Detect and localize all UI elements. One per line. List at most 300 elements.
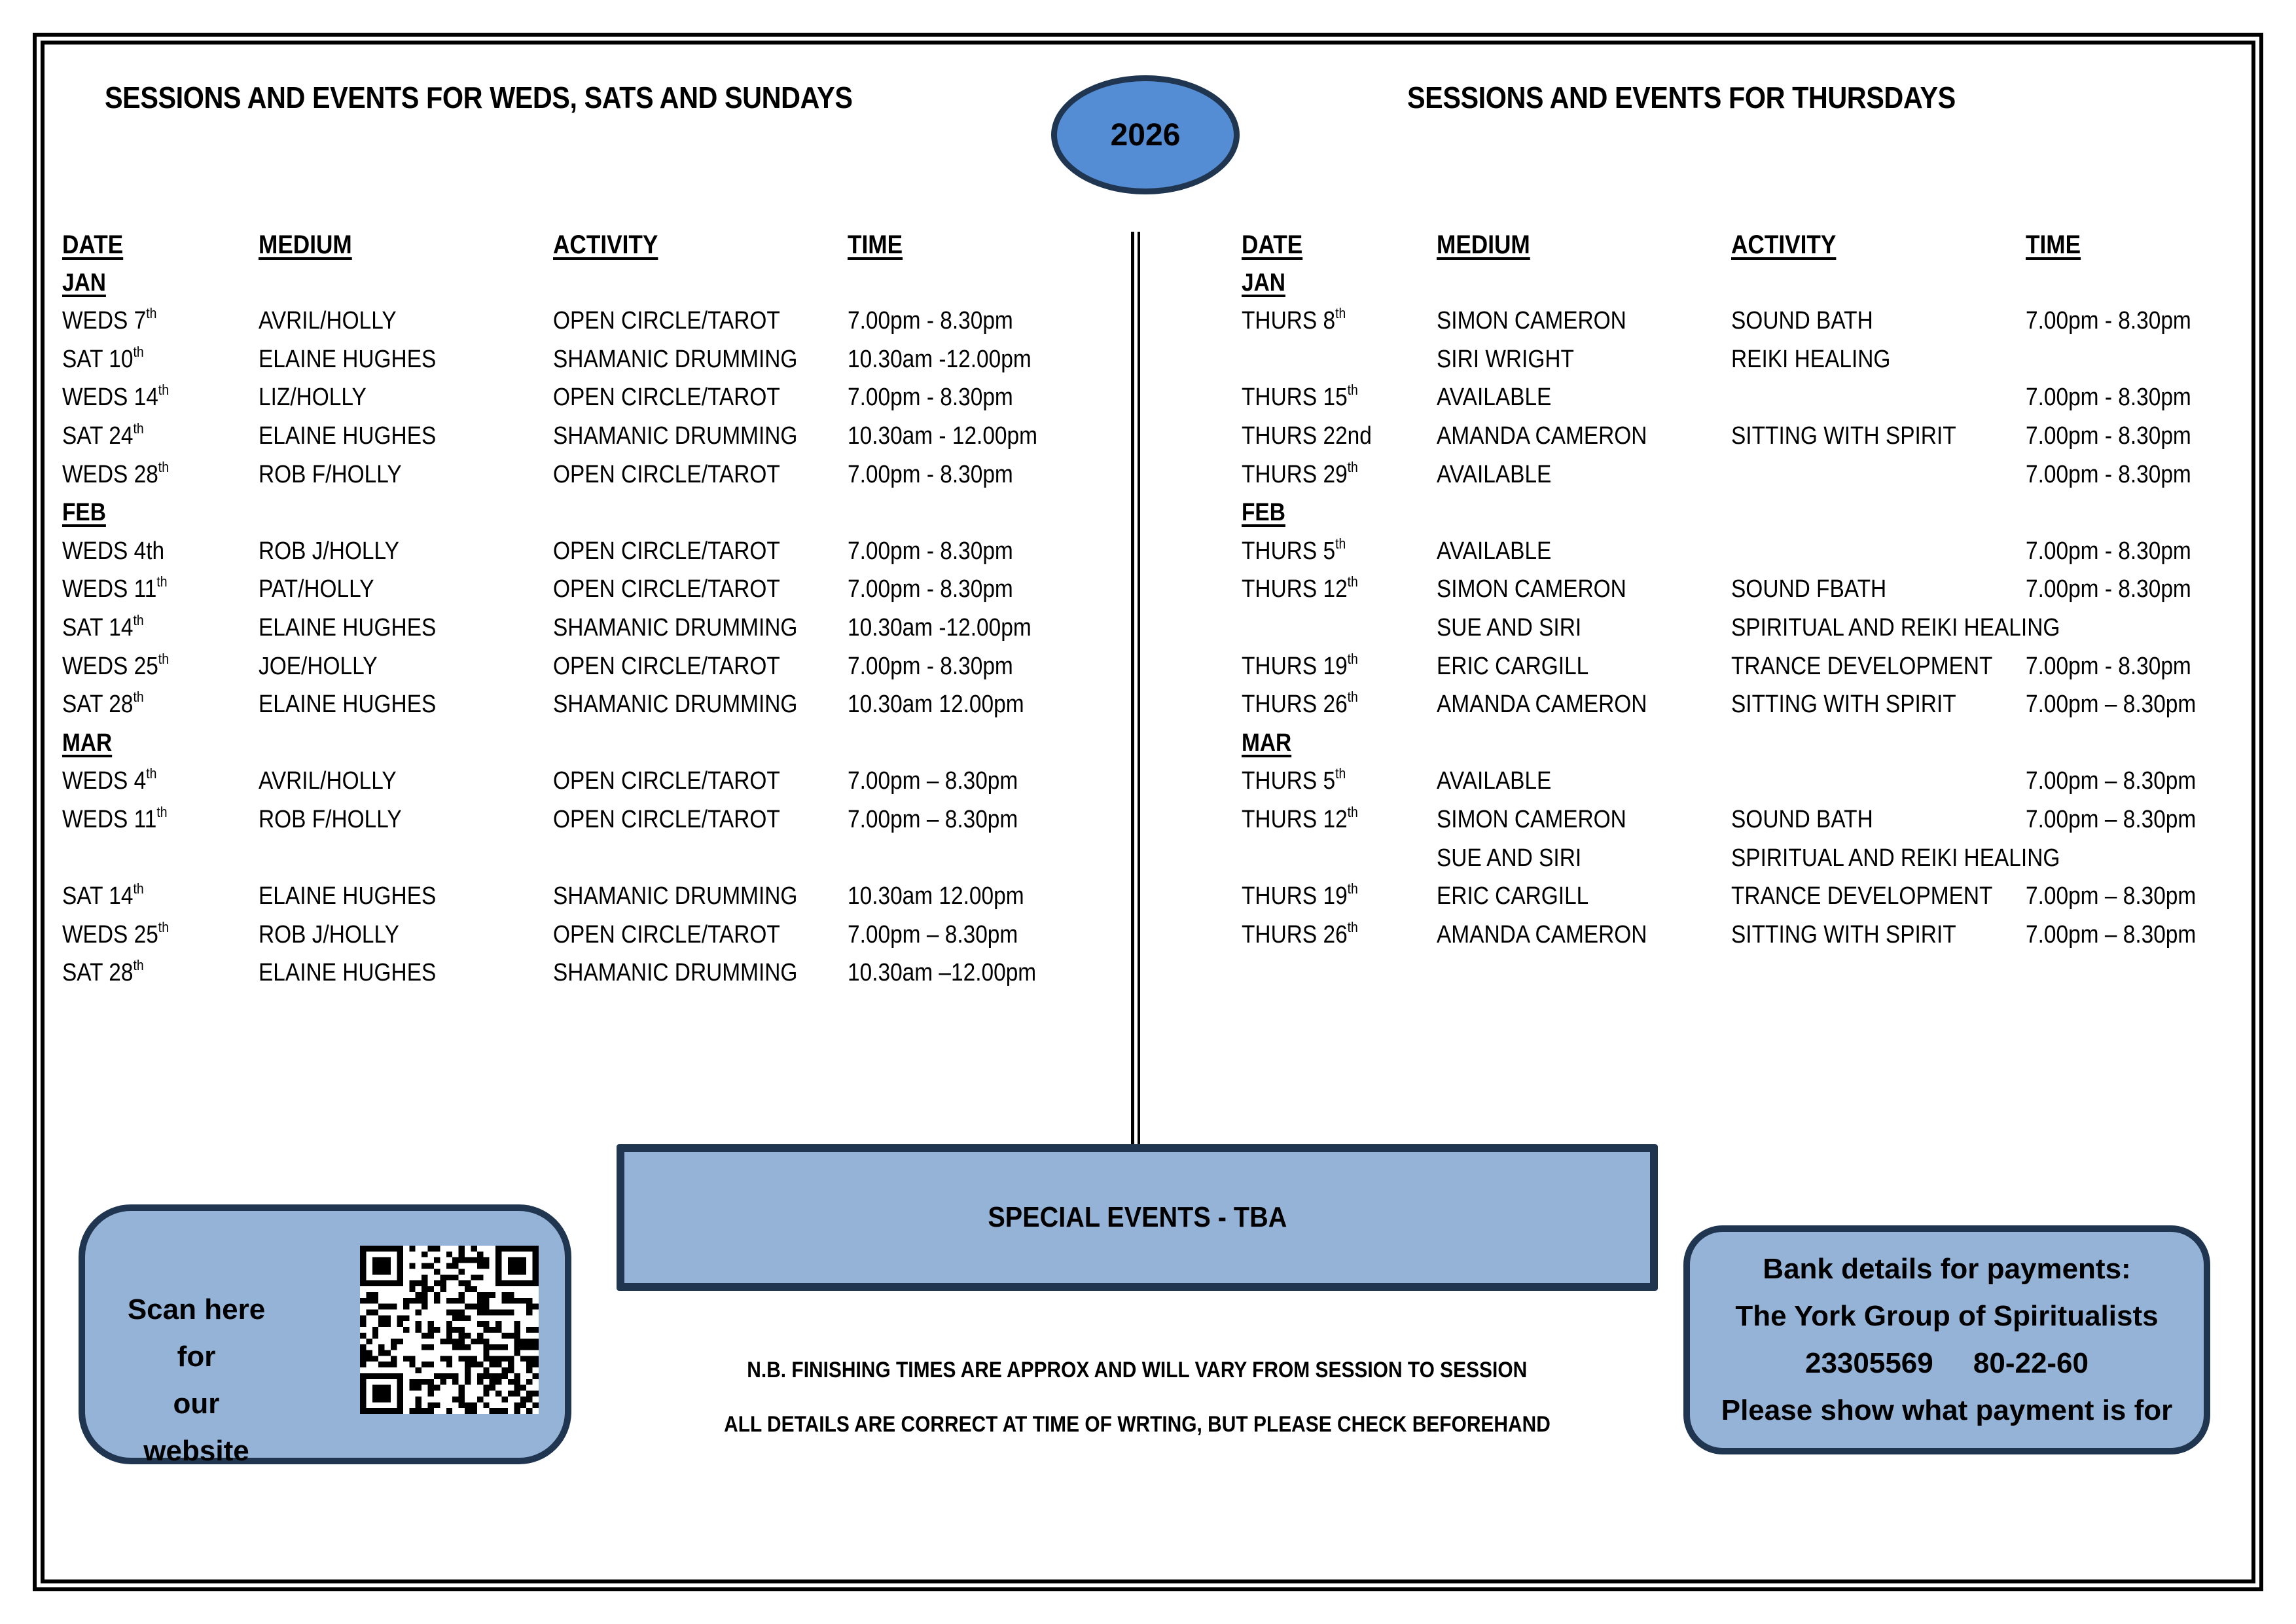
qr-module — [533, 1327, 539, 1333]
session-day: THURS 26 — [1242, 691, 1348, 719]
qr-module — [477, 1309, 483, 1315]
session-activity: OPEN CIRCLE/TAROT — [553, 537, 780, 565]
qr-module — [514, 1373, 520, 1379]
ordinal-suffix: th — [1347, 573, 1358, 590]
qr-module — [526, 1309, 532, 1315]
qr-module — [378, 1391, 384, 1397]
qr-module — [533, 1269, 539, 1274]
session-time: 7.00pm - 8.30pm — [2026, 307, 2191, 335]
session-medium: PAT/HOLLY — [259, 575, 374, 604]
session-medium: ELAINE HUGHES — [259, 345, 437, 373]
session-date — [62, 611, 144, 642]
session-date — [1242, 537, 1346, 566]
ordinal-suffix: th — [156, 803, 168, 820]
session-activity: OPEN CIRCLE/TAROT — [553, 575, 780, 604]
session-date — [1242, 384, 1358, 412]
session-time: 7.00pm - 8.30pm — [2026, 422, 2191, 450]
qr-module — [477, 1339, 483, 1344]
qr-module — [446, 1373, 452, 1379]
month-label: JAN — [62, 268, 106, 297]
session-time: 7.00pm - 8.30pm — [2026, 575, 2191, 604]
qr-module — [385, 1246, 391, 1252]
qr-module — [502, 1292, 508, 1298]
qr-caption-line-1: Scan here for — [127, 1293, 266, 1373]
qr-module — [422, 1344, 427, 1350]
qr-module — [533, 1274, 539, 1280]
session-activity: OPEN CIRCLE/TAROT — [553, 767, 780, 795]
special-events-box — [617, 1144, 1658, 1291]
qr-module — [495, 1344, 501, 1350]
qr-module — [385, 1321, 391, 1327]
ordinal-suffix: th — [1347, 650, 1358, 667]
qr-module — [465, 1280, 471, 1286]
qr-module — [490, 1292, 495, 1298]
qr-module — [526, 1304, 532, 1310]
qr-module — [372, 1280, 378, 1286]
qr-module — [360, 1274, 366, 1280]
ordinal-suffix: th — [133, 689, 144, 706]
ordinal-suffix: th — [133, 611, 144, 628]
qr-module — [422, 1362, 427, 1367]
qr-module — [366, 1408, 372, 1414]
qr-module — [416, 1402, 422, 1408]
qr-module — [422, 1304, 427, 1310]
session-time: 7.00pm – 8.30pm — [2026, 767, 2197, 795]
qr-module — [422, 1286, 427, 1292]
qr-module — [397, 1280, 403, 1286]
qr-module — [397, 1402, 403, 1408]
session-time: 10.30am -12.00pm — [848, 613, 1031, 641]
note-details-correct — [617, 1412, 1658, 1437]
column-header-time: TIME — [848, 230, 903, 259]
session-medium: SUE AND SIRI — [1437, 844, 1582, 872]
session-time: 7.00pm - 8.30pm — [848, 384, 1013, 412]
qr-module — [397, 1263, 403, 1269]
qr-module — [434, 1269, 440, 1274]
qr-module — [391, 1373, 397, 1379]
session-time: 7.00pm – 8.30pm — [848, 767, 1018, 795]
session-medium: ROB J/HOLLY — [259, 537, 399, 565]
qr-module — [471, 1274, 476, 1280]
qr-module — [514, 1280, 520, 1286]
qr-module — [459, 1402, 465, 1408]
qr-module — [483, 1292, 489, 1298]
qr-module — [378, 1362, 384, 1367]
qr-module — [465, 1333, 471, 1339]
year-badge — [1051, 75, 1240, 194]
session-medium: ELAINE HUGHES — [259, 422, 437, 450]
qr-module — [526, 1339, 532, 1344]
session-date — [1242, 575, 1358, 604]
qr-module — [471, 1402, 476, 1408]
bank-detail-line: Bank details for payments: — [1763, 1253, 2131, 1285]
qr-module — [465, 1356, 471, 1362]
session-date — [1242, 650, 1358, 681]
column-header-time: TIME — [2026, 230, 2081, 259]
qr-module — [526, 1367, 532, 1373]
qr-module — [514, 1344, 520, 1350]
session-date — [62, 575, 167, 604]
qr-module — [372, 1391, 378, 1397]
session-activity: SOUND BATH — [1731, 805, 1873, 833]
qr-module — [514, 1379, 520, 1385]
qr-module — [459, 1257, 465, 1263]
qr-module — [520, 1356, 526, 1362]
qr-module — [490, 1356, 495, 1362]
qr-module — [403, 1298, 409, 1304]
qr-module — [446, 1252, 452, 1257]
qr-module — [416, 1379, 422, 1385]
qr-module — [385, 1350, 391, 1356]
qr-module — [533, 1304, 539, 1310]
qr-module — [409, 1298, 415, 1304]
qr-module — [508, 1391, 514, 1397]
qr-module — [378, 1269, 384, 1274]
qr-module — [526, 1356, 532, 1362]
qr-module — [459, 1280, 465, 1286]
session-time: 7.00pm - 8.30pm — [848, 307, 1013, 335]
session-time: 10.30am –12.00pm — [848, 959, 1037, 987]
qr-module — [514, 1402, 520, 1408]
year-label: 2026 — [1110, 117, 1181, 153]
qr-module — [452, 1344, 458, 1350]
qr-module — [520, 1298, 526, 1304]
qr-module — [372, 1309, 378, 1315]
qr-module — [366, 1339, 372, 1344]
qr-module — [446, 1408, 452, 1414]
qr-module — [428, 1402, 434, 1408]
qr-module — [422, 1274, 427, 1280]
ordinal-suffix: th — [1347, 918, 1358, 935]
qr-module — [372, 1385, 378, 1391]
qr-module — [465, 1362, 471, 1367]
qr-module — [385, 1396, 391, 1402]
qr-module — [490, 1344, 495, 1350]
qr-module — [495, 1309, 501, 1315]
qr-module — [360, 1379, 366, 1385]
qr-module — [533, 1280, 539, 1286]
ordinal-suffix: th — [1347, 382, 1358, 399]
right-section-title: SESSIONS AND EVENTS FOR THURSDAYS — [1407, 81, 1956, 115]
qr-module — [434, 1292, 440, 1298]
column-divider — [1131, 232, 1134, 1146]
qr-module — [403, 1315, 409, 1321]
qr-module — [533, 1339, 539, 1344]
qr-module — [372, 1408, 378, 1414]
qr-module — [495, 1280, 501, 1286]
qr-module — [378, 1408, 384, 1414]
qr-module — [366, 1373, 372, 1379]
qr-module — [520, 1257, 526, 1263]
qr-module — [434, 1373, 440, 1379]
qr-module — [403, 1304, 409, 1310]
session-time: 10.30am -12.00pm — [848, 345, 1031, 373]
qr-module — [508, 1356, 514, 1362]
qr-module — [459, 1391, 465, 1397]
qr-module — [360, 1246, 366, 1252]
qr-module — [520, 1280, 526, 1286]
session-time: 7.00pm – 8.30pm — [848, 805, 1018, 833]
qr-module — [483, 1257, 489, 1263]
qr-module — [483, 1391, 489, 1397]
qr-module — [360, 1280, 366, 1286]
qr-module — [520, 1344, 526, 1350]
note-finishing-times — [617, 1358, 1658, 1383]
qr-module — [495, 1257, 501, 1263]
session-medium: SIMON CAMERON — [1437, 307, 1626, 335]
qr-module — [483, 1350, 489, 1356]
qr-module — [495, 1263, 501, 1269]
qr-module — [397, 1379, 403, 1385]
qr-module — [446, 1263, 452, 1269]
qr-module — [514, 1391, 520, 1397]
qr-module — [372, 1269, 378, 1274]
qr-module — [477, 1292, 483, 1298]
session-time: 7.00pm - 8.30pm — [848, 652, 1013, 680]
qr-module — [366, 1246, 372, 1252]
column-header-date: DATE — [62, 230, 124, 259]
qr-module — [495, 1274, 501, 1280]
session-medium: ROB J/HOLLY — [259, 920, 399, 948]
session-date — [62, 650, 169, 681]
qr-module — [477, 1373, 483, 1379]
qr-module — [440, 1373, 446, 1379]
qr-module — [397, 1373, 403, 1379]
session-date — [62, 537, 164, 566]
session-day: WEDS 11 — [62, 575, 157, 604]
session-day: WEDS 25 — [62, 652, 158, 680]
qr-module — [533, 1373, 539, 1379]
session-date — [62, 384, 169, 412]
qr-module — [428, 1362, 434, 1367]
qr-module — [434, 1298, 440, 1304]
qr-module — [459, 1385, 465, 1391]
qr-module — [495, 1327, 501, 1333]
qr-module — [366, 1350, 372, 1356]
qr-module — [416, 1309, 422, 1315]
qr-module — [428, 1391, 434, 1397]
qr-module — [372, 1246, 378, 1252]
qr-module — [397, 1274, 403, 1280]
ordinal-suffix: th — [158, 918, 169, 935]
qr-module — [446, 1356, 452, 1362]
ordinal-suffix: th — [1335, 765, 1346, 782]
session-time: 7.00pm - 8.30pm — [2026, 384, 2191, 412]
qr-module — [446, 1362, 452, 1367]
qr-module — [416, 1396, 422, 1402]
qr-module — [378, 1263, 384, 1269]
ordinal-suffix: th — [146, 305, 157, 322]
qr-code-icon[interactable] — [360, 1246, 539, 1414]
session-day: WEDS 4th — [62, 537, 165, 565]
qr-module — [378, 1385, 384, 1391]
qr-module — [490, 1385, 495, 1391]
qr-module — [360, 1356, 366, 1362]
qr-module — [495, 1391, 501, 1397]
qr-module — [391, 1280, 397, 1286]
session-activity: SHAMANIC DRUMMING — [553, 691, 798, 719]
session-medium: AVAILABLE — [1437, 537, 1552, 565]
qr-module — [490, 1309, 495, 1315]
qr-module — [372, 1327, 378, 1333]
session-day: THURS 12 — [1242, 805, 1348, 833]
session-medium: ROB F/HOLLY — [259, 805, 402, 833]
session-medium: JOE/HOLLY — [259, 652, 378, 680]
qr-module — [477, 1274, 483, 1280]
qr-module — [378, 1246, 384, 1252]
qr-caption — [121, 1286, 272, 1475]
ordinal-suffix: th — [133, 957, 144, 974]
column-header-medium: MEDIUM — [1437, 230, 1530, 259]
qr-module — [526, 1246, 532, 1252]
session-day: SAT 24 — [62, 422, 134, 450]
session-time: 7.00pm - 8.30pm — [2026, 537, 2191, 565]
qr-module — [477, 1362, 483, 1367]
qr-module — [471, 1339, 476, 1344]
qr-module — [490, 1362, 495, 1367]
qr-module — [508, 1269, 514, 1274]
qr-module — [533, 1257, 539, 1263]
qr-module — [360, 1350, 366, 1356]
session-time: 10.30am 12.00pm — [848, 882, 1024, 911]
session-date — [1242, 458, 1358, 489]
qr-module — [385, 1408, 391, 1414]
month-label: JAN — [1242, 268, 1285, 297]
qr-module — [391, 1246, 397, 1252]
session-date — [1242, 767, 1346, 795]
qr-module — [526, 1408, 532, 1414]
session-time: 10.30am - 12.00pm — [848, 422, 1037, 450]
qr-module — [397, 1408, 403, 1414]
qr-module — [495, 1379, 501, 1385]
session-date — [62, 767, 156, 795]
qr-module — [378, 1350, 384, 1356]
qr-module — [477, 1257, 483, 1263]
qr-module — [520, 1246, 526, 1252]
session-date — [1242, 422, 1372, 450]
qr-module — [428, 1333, 434, 1339]
qr-module — [452, 1298, 458, 1304]
qr-module — [514, 1385, 520, 1391]
qr-module — [514, 1246, 520, 1252]
session-date — [1242, 882, 1358, 911]
left-section-title: SESSIONS AND EVENTS FOR WEDS, SATS AND SUNDAYS — [105, 81, 853, 115]
qr-module — [428, 1263, 434, 1269]
qr-module — [508, 1309, 514, 1315]
qr-module — [372, 1263, 378, 1269]
qr-module — [360, 1373, 366, 1379]
qr-module — [378, 1396, 384, 1402]
session-medium: ELAINE HUGHES — [259, 613, 437, 641]
qr-module — [459, 1344, 465, 1350]
qr-module — [533, 1344, 539, 1350]
session-medium: ELAINE HUGHES — [259, 691, 437, 719]
qr-module — [533, 1263, 539, 1269]
session-date — [62, 307, 156, 335]
qr-module — [422, 1408, 427, 1414]
qr-module — [465, 1304, 471, 1310]
session-date — [62, 343, 144, 374]
qr-module — [366, 1356, 372, 1362]
qr-module — [495, 1252, 501, 1257]
session-date — [62, 422, 144, 450]
session-day: SAT 10 — [62, 345, 134, 373]
session-date — [62, 959, 144, 987]
qr-module — [428, 1321, 434, 1327]
qr-module — [514, 1333, 520, 1339]
qr-module — [502, 1246, 508, 1252]
qr-module — [502, 1309, 508, 1315]
qr-module — [483, 1356, 489, 1362]
qr-module — [378, 1315, 384, 1321]
qr-module — [403, 1356, 409, 1362]
session-medium: ERIC CARGILL — [1437, 652, 1589, 680]
qr-module — [446, 1274, 452, 1280]
qr-module — [360, 1402, 366, 1408]
qr-module — [360, 1315, 366, 1321]
qr-module — [465, 1344, 471, 1350]
qr-module — [452, 1315, 458, 1321]
session-activity: SITTING WITH SPIRIT — [1731, 920, 1956, 948]
qr-module — [471, 1362, 476, 1367]
qr-module — [409, 1356, 415, 1362]
qr-module — [495, 1269, 501, 1274]
qr-module — [471, 1286, 476, 1292]
qr-module — [391, 1362, 397, 1367]
qr-module — [495, 1408, 501, 1414]
session-medium: ELAINE HUGHES — [259, 959, 437, 987]
qr-module — [409, 1280, 415, 1286]
qr-module — [360, 1333, 366, 1339]
qr-module — [385, 1373, 391, 1379]
session-time: 7.00pm - 8.30pm — [848, 575, 1013, 604]
website-qr-panel — [79, 1204, 571, 1467]
qr-module — [459, 1315, 465, 1321]
session-medium: AVAILABLE — [1437, 460, 1552, 488]
qr-module — [459, 1292, 465, 1298]
note-details-correct-text: ALL DETAILS ARE CORRECT AT TIME OF WRTING, BUT PLEASE CHECK BEFOREHAND — [724, 1412, 1551, 1437]
ordinal-suffix: th — [1347, 803, 1358, 820]
qr-module — [446, 1327, 452, 1333]
qr-module — [434, 1246, 440, 1252]
qr-module — [508, 1292, 514, 1298]
session-medium: ROB F/HOLLY — [259, 460, 402, 488]
bank-detail-line: The York Group of Spiritualists — [1735, 1300, 2159, 1332]
note-finishing-times-text: N.B. FINISHING TIMES ARE APPROX AND WILL VARY FROM SESSION TO SESSION — [747, 1358, 1528, 1382]
session-time: 10.30am 12.00pm — [848, 691, 1024, 719]
qr-module — [465, 1408, 471, 1414]
qr-module — [508, 1367, 514, 1373]
ordinal-suffix: th — [158, 382, 169, 399]
qr-module — [483, 1402, 489, 1408]
qr-module — [533, 1246, 539, 1252]
qr-module — [483, 1339, 489, 1344]
qr-module — [483, 1344, 489, 1350]
qr-module — [366, 1309, 372, 1315]
qr-module — [366, 1280, 372, 1286]
qr-module — [514, 1339, 520, 1344]
session-time: 7.00pm - 8.30pm — [848, 460, 1013, 488]
qr-module — [397, 1269, 403, 1274]
qr-module — [483, 1321, 489, 1327]
qr-module — [422, 1298, 427, 1304]
session-date — [62, 918, 169, 949]
qr-module — [508, 1362, 514, 1367]
qr-module — [495, 1373, 501, 1379]
qr-module — [366, 1292, 372, 1298]
session-day: WEDS 7 — [62, 307, 147, 335]
qr-module — [508, 1333, 514, 1339]
